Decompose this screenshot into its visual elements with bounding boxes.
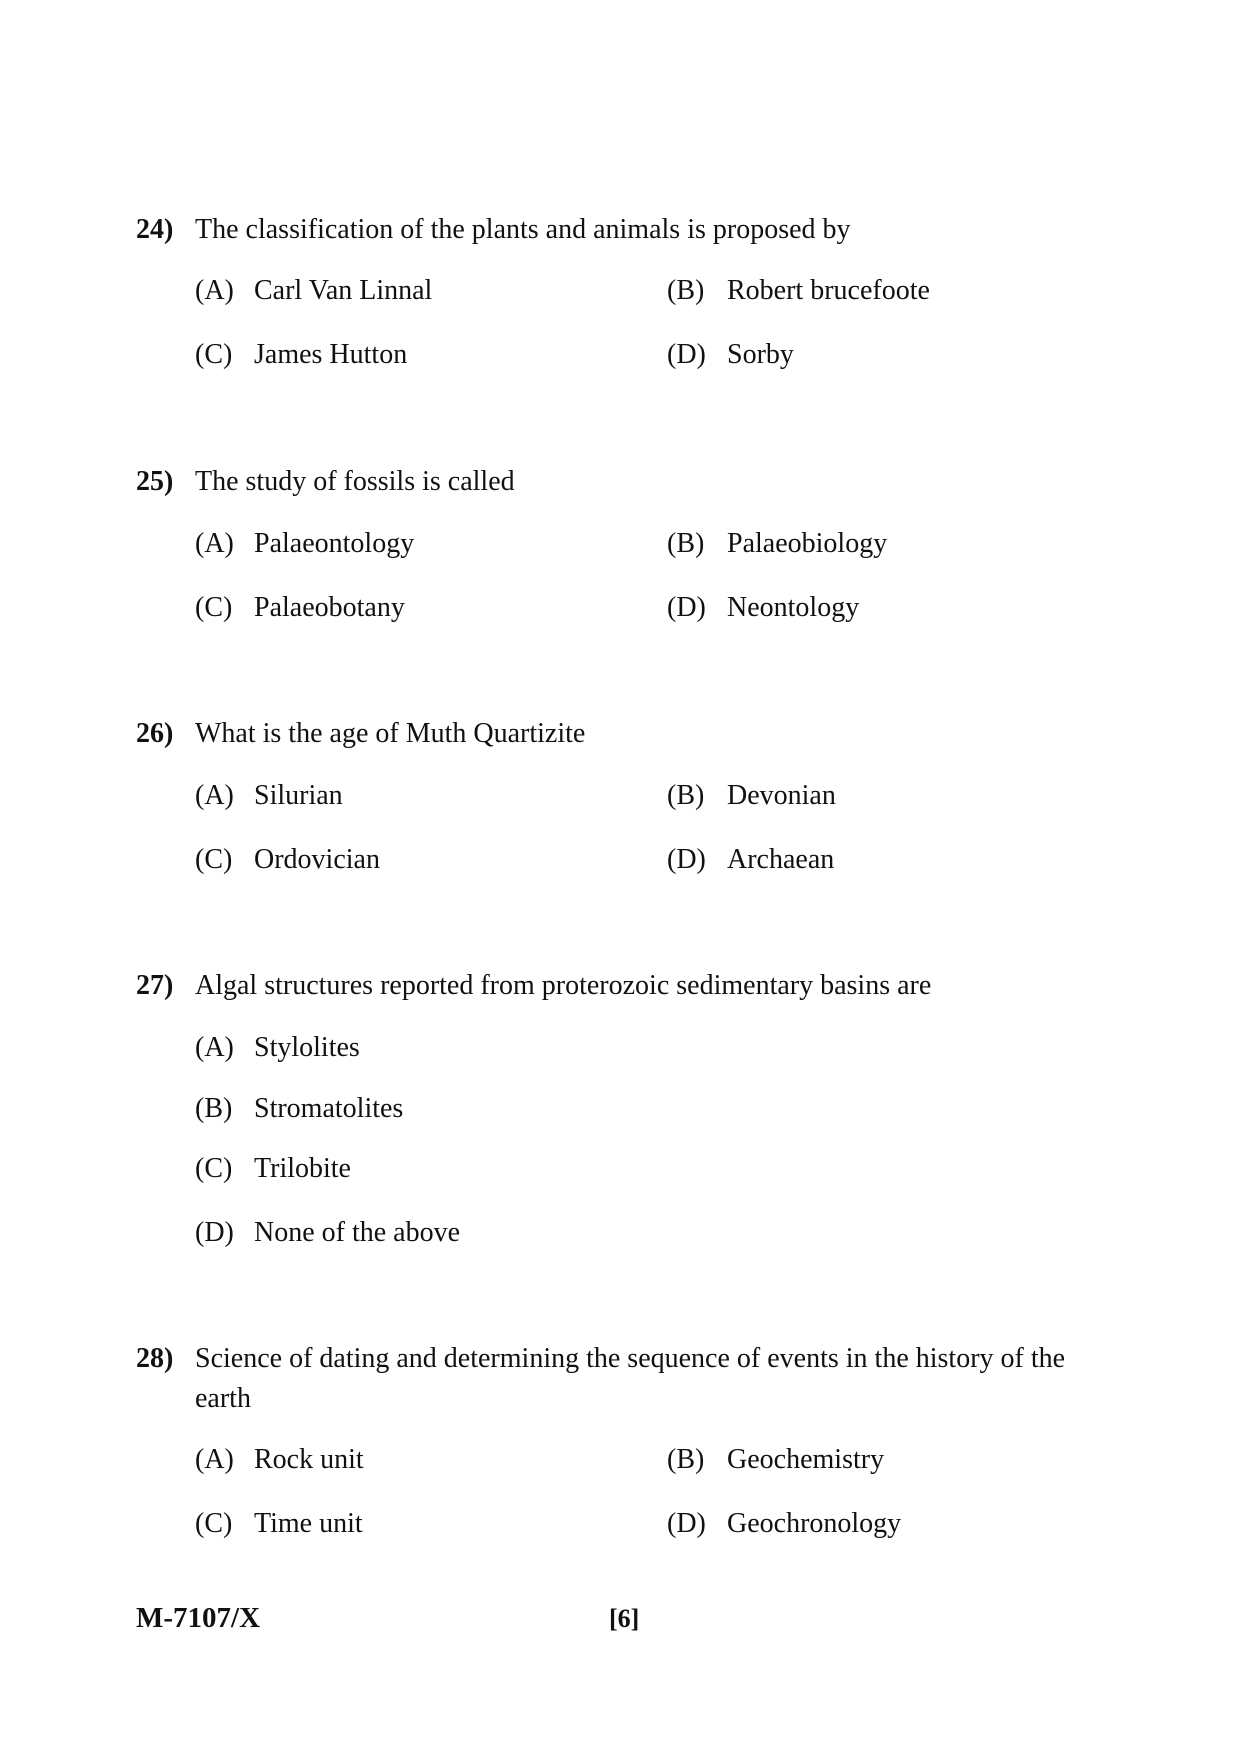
option-text-d: Sorby bbox=[727, 339, 794, 370]
question-number: 28) bbox=[136, 1343, 174, 1374]
option-text-c: Palaeobotany bbox=[254, 592, 405, 623]
option-text-c: Time unit bbox=[254, 1508, 363, 1539]
option-label-b: (B) bbox=[195, 1093, 233, 1124]
option-text-b: Robert brucefoote bbox=[727, 275, 930, 306]
option-text-c: Ordovician bbox=[254, 844, 380, 875]
option-label-d: (D) bbox=[195, 1217, 234, 1248]
question-text: The study of fossils is called bbox=[195, 466, 515, 497]
page-number: [6] bbox=[609, 1604, 640, 1633]
option-text-a: Silurian bbox=[254, 780, 343, 811]
option-label-d: (D) bbox=[667, 339, 706, 370]
option-label-c: (C) bbox=[195, 339, 233, 370]
option-text-b: Stromatolites bbox=[254, 1093, 404, 1124]
option-label-a: (A) bbox=[195, 780, 234, 811]
option-label-c: (C) bbox=[195, 1153, 233, 1184]
option-text-a: Carl Van Linnal bbox=[254, 275, 433, 306]
option-text-d: None of the above bbox=[254, 1217, 461, 1248]
question-number: 26) bbox=[136, 718, 174, 749]
question-text-line-2: earth bbox=[195, 1383, 251, 1414]
option-text-d: Neontology bbox=[727, 592, 860, 623]
option-label-b: (B) bbox=[667, 528, 705, 559]
option-text-d: Geochronology bbox=[727, 1508, 902, 1539]
option-label-a: (A) bbox=[195, 528, 234, 559]
option-text-d: Archaean bbox=[727, 844, 835, 875]
option-text-b: Palaeobiology bbox=[727, 528, 888, 559]
option-text-b: Geochemistry bbox=[727, 1444, 885, 1475]
option-label-a: (A) bbox=[195, 275, 234, 306]
option-label-a: (A) bbox=[195, 1444, 234, 1475]
question-number: 27) bbox=[136, 970, 174, 1001]
option-label-b: (B) bbox=[667, 275, 705, 306]
option-label-d: (D) bbox=[667, 844, 706, 875]
question-text: Algal structures reported from proterozoic sedimentary basins are bbox=[195, 970, 932, 1001]
option-label-d: (D) bbox=[667, 1508, 706, 1539]
option-text-a: Stylolites bbox=[254, 1032, 360, 1063]
option-label-d: (D) bbox=[667, 592, 706, 623]
question-text: What is the age of Muth Quartizite bbox=[195, 718, 586, 749]
option-label-a: (A) bbox=[195, 1032, 234, 1063]
option-text-c: James Hutton bbox=[254, 339, 408, 370]
question-number: 25) bbox=[136, 466, 174, 497]
paper-code: M-7107/X bbox=[136, 1602, 261, 1634]
option-label-c: (C) bbox=[195, 1508, 233, 1539]
question-text-line-1: Science of dating and determining the sequence of events in the history of the bbox=[195, 1343, 1066, 1374]
option-text-a: Palaeontology bbox=[254, 528, 415, 559]
option-label-b: (B) bbox=[667, 1444, 705, 1475]
question-text: The classification of the plants and animals is proposed by bbox=[195, 214, 851, 245]
option-text-c: Trilobite bbox=[254, 1153, 351, 1184]
question-number: 24) bbox=[136, 214, 174, 245]
option-label-c: (C) bbox=[195, 844, 233, 875]
option-text-b: Devonian bbox=[727, 780, 836, 811]
option-label-b: (B) bbox=[667, 780, 705, 811]
option-text-a: Rock unit bbox=[254, 1444, 364, 1475]
option-label-c: (C) bbox=[195, 592, 233, 623]
